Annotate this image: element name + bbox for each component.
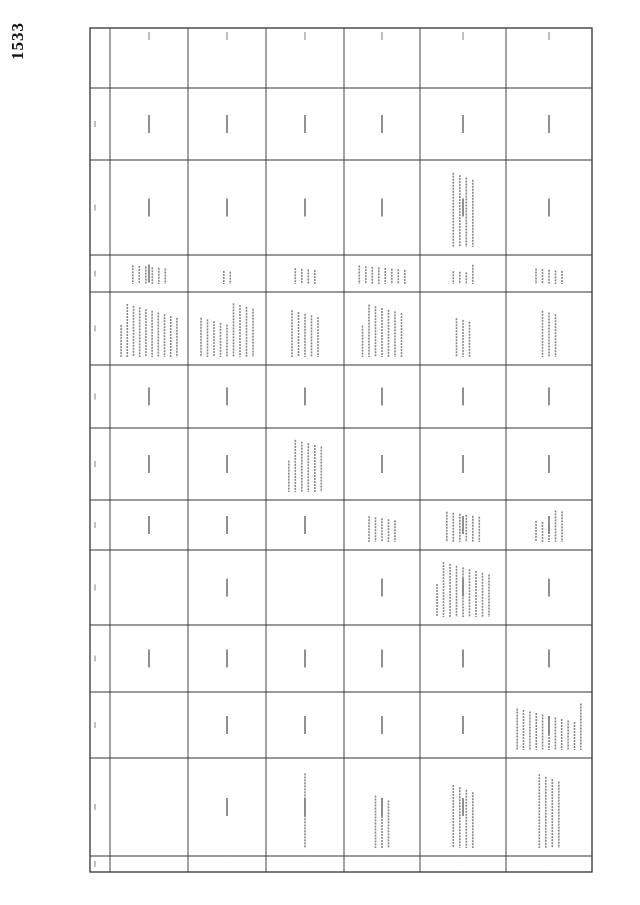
- empty-cell-dashes: [149, 115, 549, 816]
- page-number: 1533: [8, 22, 27, 60]
- illegible-cell-text: [95, 32, 581, 867]
